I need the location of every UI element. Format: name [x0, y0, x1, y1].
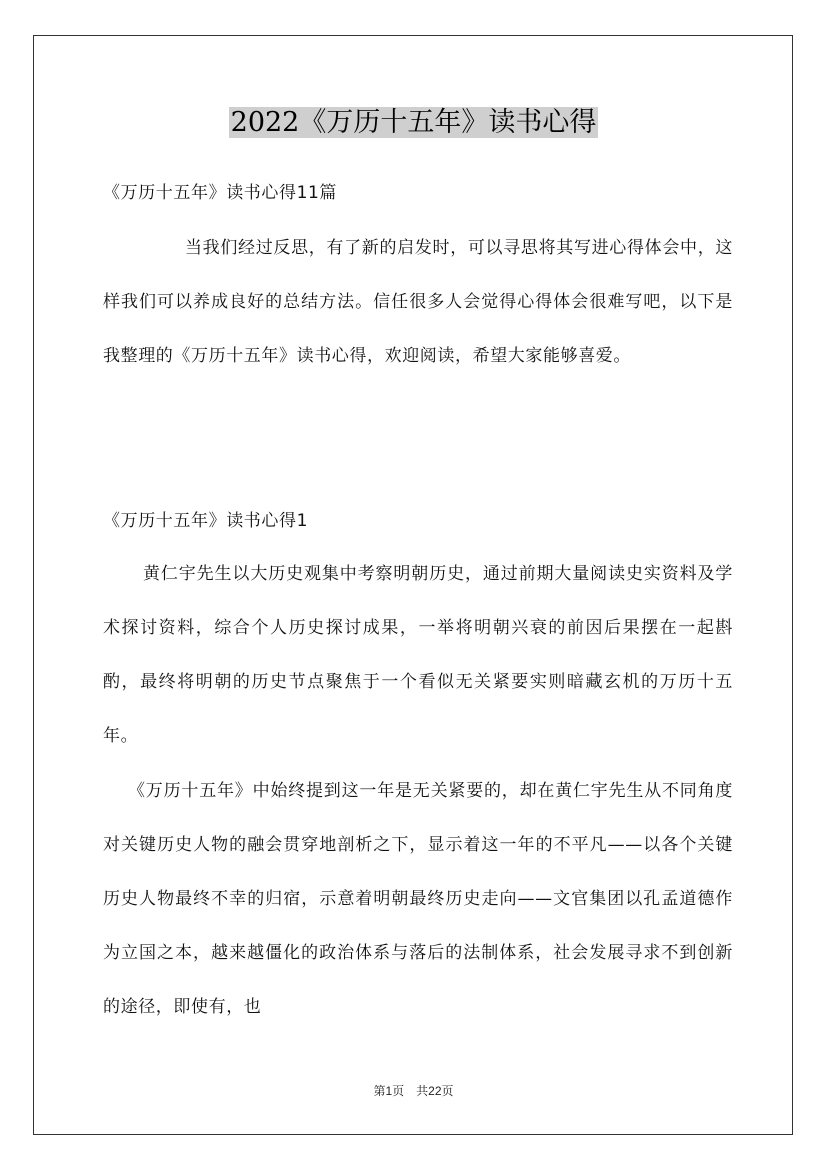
intro-paragraph: 当我们经过反思，有了新的启发时，可以寻思将其写进心得体会中，这样我们可以养成良好的总结方法。信任很多人会觉得心得体会很难写吧，以下是我整理的《万历十五年》读书心得，欢迎阅读，希望大家能够喜爱。	[103, 238, 733, 366]
document-title-text: 2022《万历十五年》读书心得	[230, 107, 597, 138]
section-heading: 《万历十五年》读书心得1	[103, 511, 309, 531]
body-paragraph-2: 《万历十五年》中始终提到这一年是无关紧要的，却在黄仁宇先生从不同角度对关键历史人物的融会贯穿地剖析之下，显示着这一年的不平凡——以各个关键历史人物最终不幸的归宿，示意着明朝最终历史走向——文官集团以孔孟道德作为立国之本，越来越僵化的政治体系与落后的法制体系，社会发展寻求不到创新的途径，即使有，也	[103, 781, 733, 1017]
document-title	[0, 104, 827, 142]
page-footer: 第1页 共22页	[373, 1084, 454, 1098]
body-paragraph-1: 黄仁宇先生以大历史观集中考察明朝历史，通过前期大量阅读史实资料及学术探讨资料，综合个人历史探讨成果，一举将明朝兴衰的前因后果摆在一起斟酌，最终将明朝的历史节点聚焦于一个看似无关紧要实则暗藏玄机的万历十五年。	[103, 564, 733, 746]
document-subtitle: 《万历十五年》读书心得11篇	[103, 183, 338, 203]
